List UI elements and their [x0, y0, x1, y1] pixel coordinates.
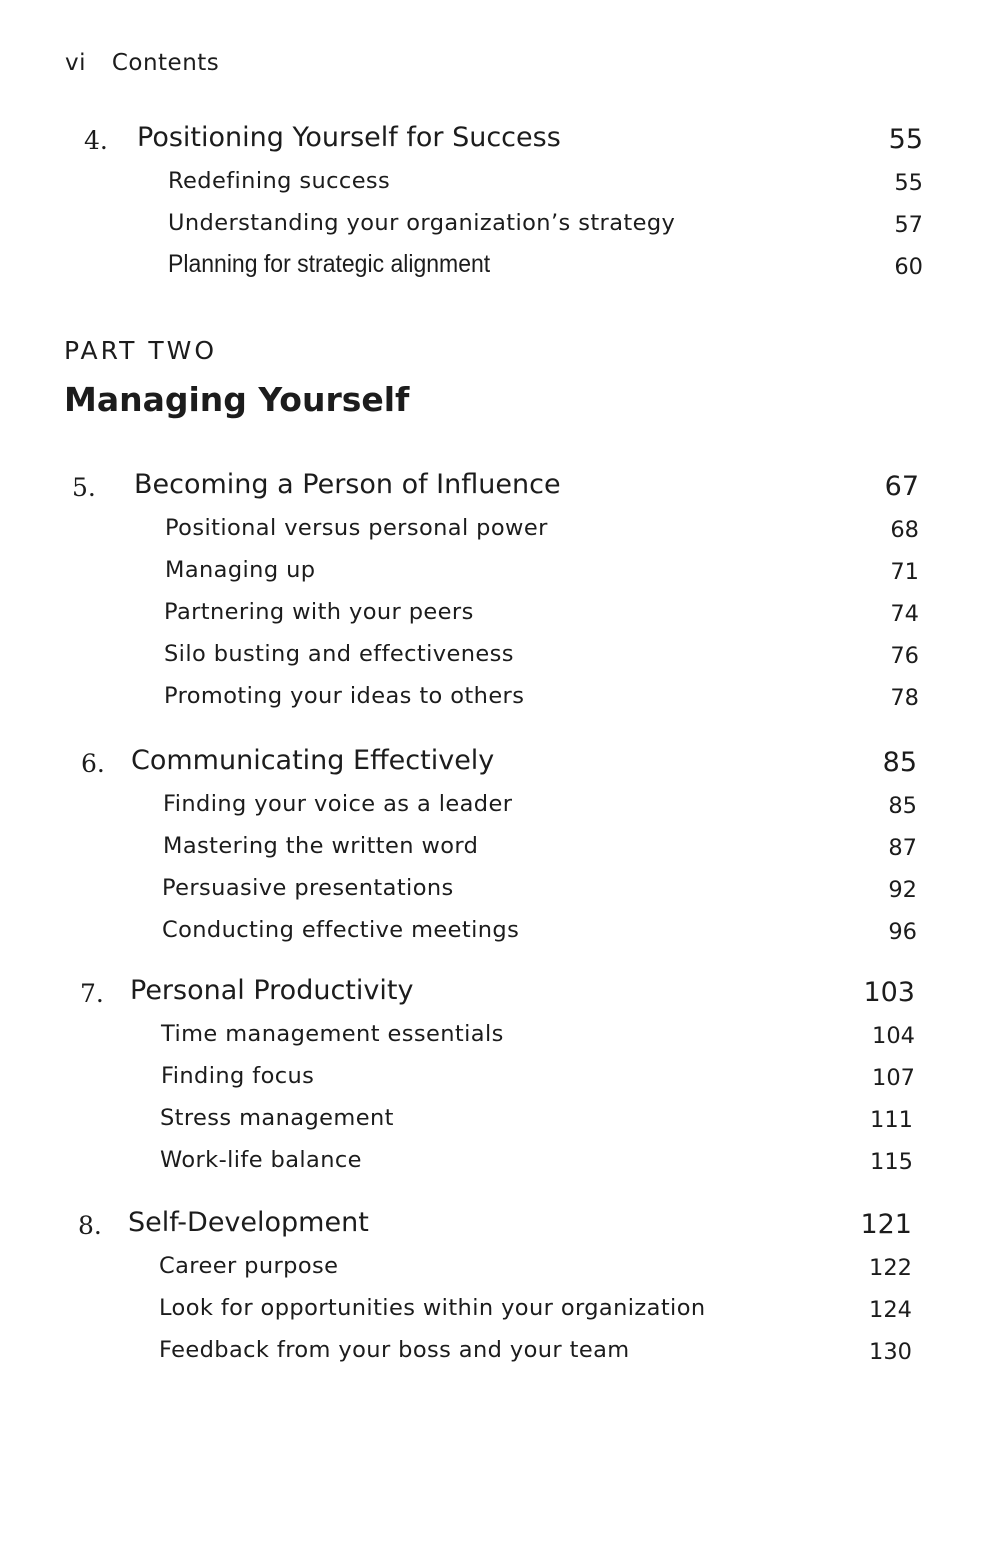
chapter-page: 67 [884, 471, 919, 502]
section-page: 96 [888, 919, 917, 945]
section-entry [0, 553, 1000, 595]
chapter-number: 7. [80, 979, 104, 1008]
section-title: Silo busting and effectiveness [164, 641, 514, 667]
chapter-6 [0, 741, 1000, 955]
section-entry [0, 829, 1000, 871]
section-entry [0, 1017, 1000, 1059]
section-page: 78 [890, 685, 919, 711]
chapter-number: 5. [72, 473, 96, 502]
section-entry [0, 1143, 1000, 1185]
section-page: 87 [888, 835, 917, 861]
running-head-title: Contents [111, 50, 220, 76]
section-page: 107 [872, 1065, 915, 1091]
section-page: 55 [894, 170, 923, 196]
section-title: Partnering with your peers [164, 599, 474, 625]
chapter-heading [0, 118, 1000, 164]
section-entry [0, 595, 1000, 637]
section-page: 68 [890, 517, 919, 543]
section-entry [0, 164, 1000, 206]
chapter-number: 6. [81, 749, 105, 778]
section-title: Planning for strategic alignment [168, 250, 491, 278]
section-entry [0, 1059, 1000, 1101]
section-title: Persuasive presentations [162, 875, 454, 901]
section-title: Conducting effective meetings [162, 917, 520, 943]
section-entry [0, 1333, 1000, 1375]
section-entry [0, 787, 1000, 829]
section-entry [0, 206, 1000, 248]
section-entry [0, 679, 1000, 721]
section-title: Managing up [165, 557, 316, 583]
section-page: 92 [888, 877, 917, 903]
chapter-number: 8. [78, 1211, 102, 1240]
chapter-7 [0, 971, 1000, 1185]
section-entry [0, 1291, 1000, 1333]
chapter-heading [0, 465, 1000, 511]
chapter-title: Communicating Effectively [131, 745, 495, 776]
chapter-number: 4. [84, 126, 108, 155]
running-head [65, 50, 219, 76]
section-page: 85 [888, 793, 917, 819]
section-title: Feedback from your boss and your team [159, 1337, 630, 1363]
chapter-4 [0, 118, 1000, 290]
chapter-title: Positioning Yourself for Success [137, 122, 561, 153]
section-page: 124 [869, 1297, 912, 1323]
part-title: Managing Yourself [64, 380, 410, 419]
chapter-title: Becoming a Person of Influence [134, 469, 561, 500]
page-folio: vi [65, 50, 87, 76]
chapter-heading [0, 741, 1000, 787]
section-title: Positional versus personal power [165, 515, 548, 541]
section-entry [0, 1249, 1000, 1291]
section-page: 71 [890, 559, 919, 585]
section-title: Promoting your ideas to others [164, 683, 525, 709]
section-page: 76 [890, 643, 919, 669]
section-title: Finding focus [161, 1063, 315, 1089]
section-title: Redefining success [168, 168, 391, 194]
chapter-title: Personal Productivity [130, 975, 414, 1006]
section-title: Time management essentials [161, 1021, 504, 1047]
section-page: 60 [894, 254, 923, 280]
section-page: 74 [890, 601, 919, 627]
section-entry [0, 1101, 1000, 1143]
section-page: 115 [870, 1149, 913, 1175]
section-title: Understanding your organization’s strategy [168, 210, 676, 236]
chapter-title: Self-Development [128, 1207, 369, 1238]
section-title: Career purpose [159, 1253, 339, 1279]
chapter-page: 121 [860, 1209, 912, 1240]
chapter-page: 103 [863, 977, 915, 1008]
chapter-5 [0, 465, 1000, 721]
section-page: 130 [869, 1339, 912, 1365]
section-title: Work-life balance [160, 1147, 362, 1173]
chapter-heading [0, 971, 1000, 1017]
section-title: Stress management [160, 1105, 394, 1131]
chapter-page: 85 [882, 747, 917, 778]
section-page: 111 [870, 1107, 913, 1133]
section-entry [0, 913, 1000, 955]
section-entry [0, 248, 1000, 290]
section-entry [0, 871, 1000, 913]
section-page: 122 [869, 1255, 912, 1281]
chapter-8 [0, 1203, 1000, 1375]
section-page: 104 [872, 1023, 915, 1049]
section-entry [0, 637, 1000, 679]
chapter-heading [0, 1203, 1000, 1249]
section-title: Look for opportunities within your organization [159, 1295, 706, 1321]
section-page: 57 [894, 212, 923, 238]
section-title: Finding your voice as a leader [163, 791, 513, 817]
section-entry [0, 511, 1000, 553]
part-label: PART TWO [64, 336, 218, 365]
section-title: Mastering the written word [163, 833, 479, 859]
chapter-page: 55 [888, 124, 923, 155]
